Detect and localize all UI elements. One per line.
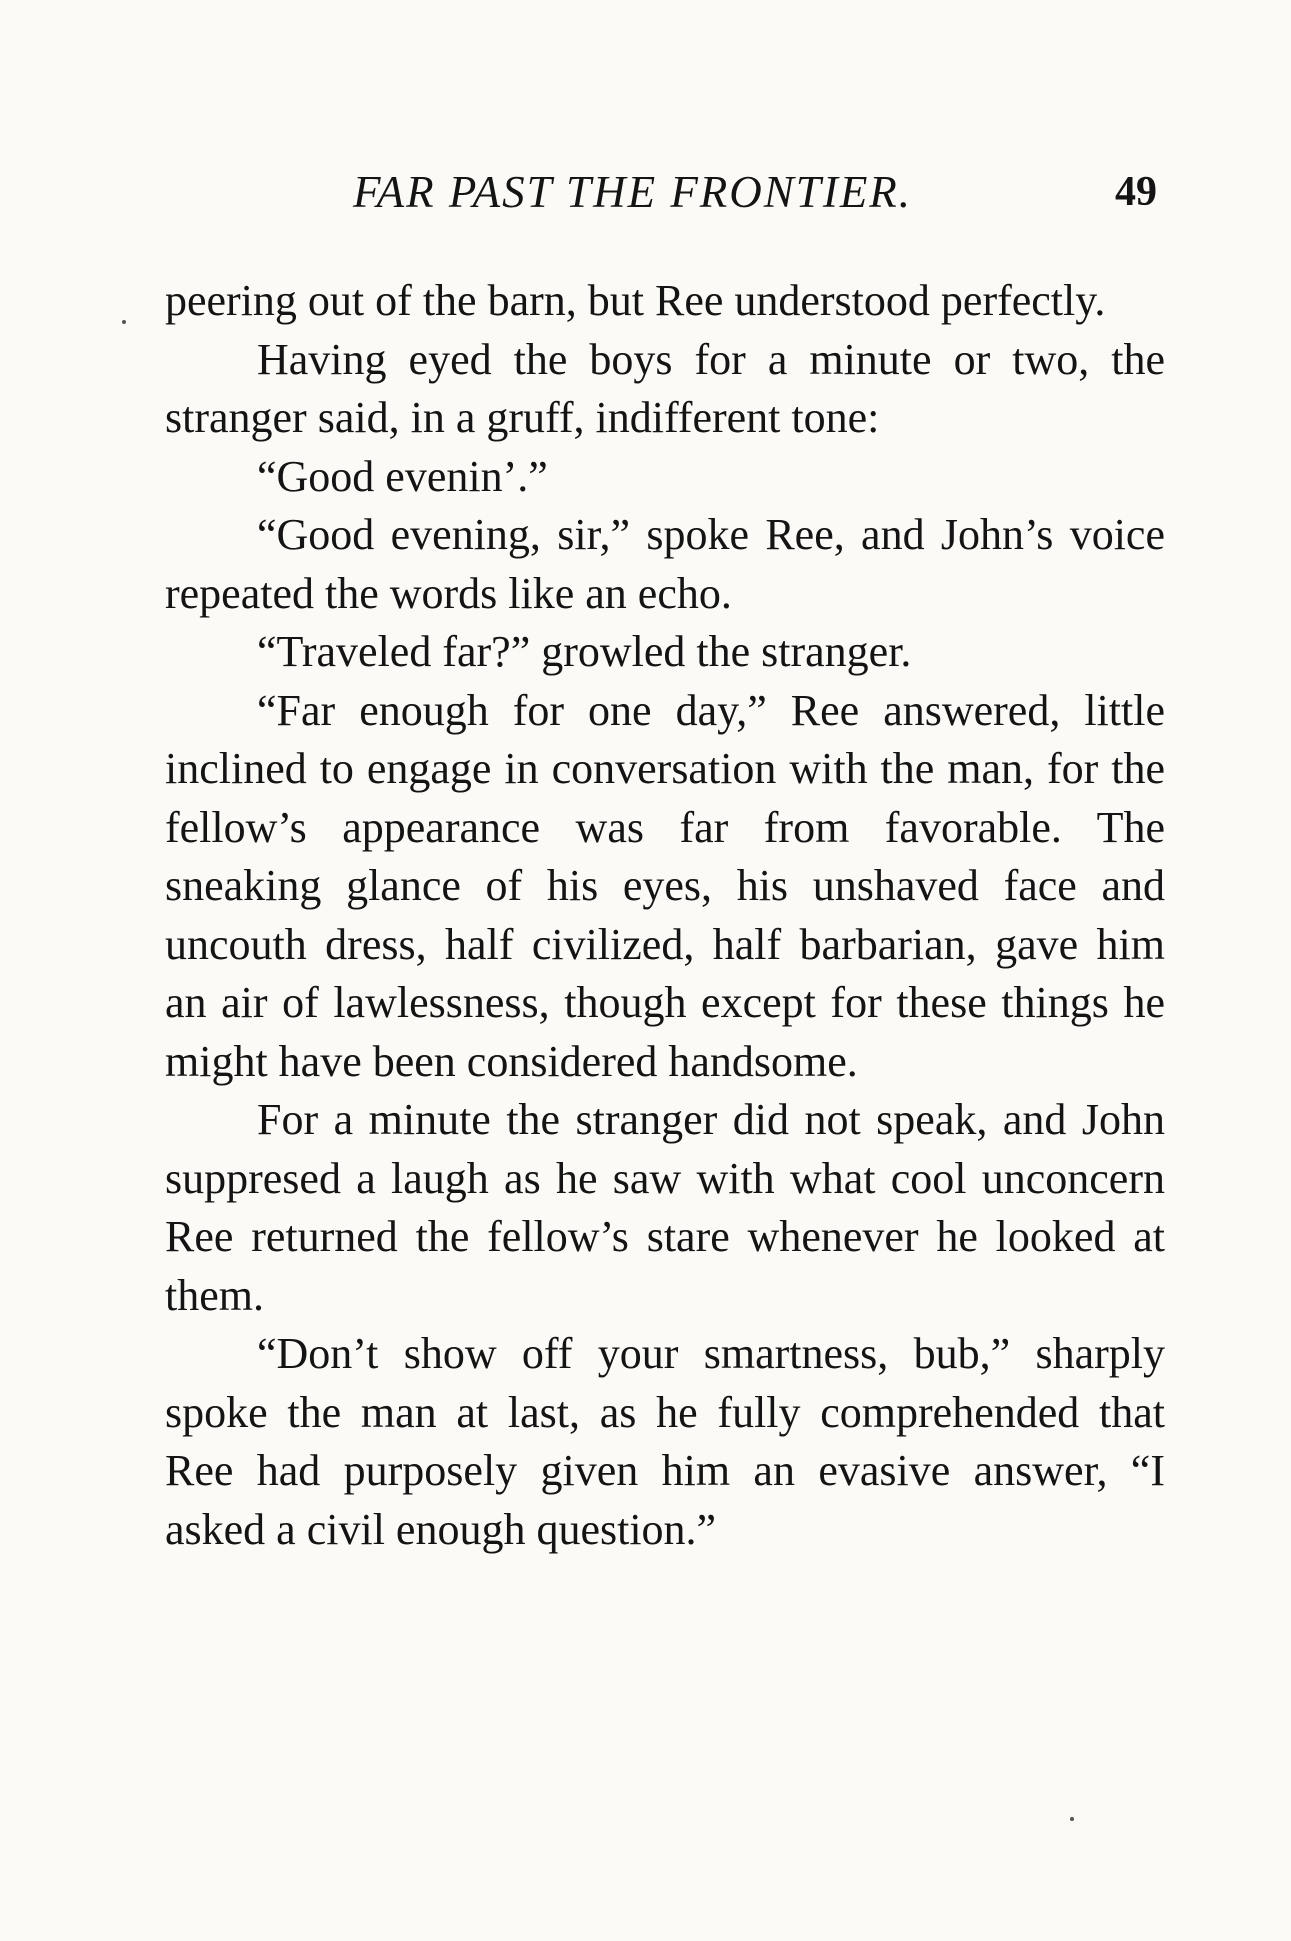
paragraph-8: “Don’t show off your smartness, bub,” sharply spoke the man at last, as he fully comprehended that Ree had purposely given him an evasive answer, “I asked a civil enough question.” — [165, 1329, 1165, 1554]
paragraph-5: “Traveled far?” growled the stranger. — [257, 627, 912, 676]
paragraph-4: “Good evening, sir,” spoke Ree, and John’s voice repeated the words like an echo. — [165, 510, 1165, 618]
paragraph-3: “Good evenin’.” — [257, 451, 548, 501]
paragraph-6: “Far enough for one day,” Ree answered, little inclined to engage in conversation with the man, for the fellow’s appearance was far from favorable. The sneaking glance of his eyes, his unshaved face and uncouth dress, half civilized, half barbarian, gave him an air of lawlessness, though except for these things he might have been considered handsome. — [165, 685, 1165, 1086]
paragraph-7: For a minute the stranger did not speak, and John suppresed a laugh as he saw with what cool unconcern Ree returned the fellow’s stare whenever he looked at them. — [165, 1095, 1165, 1320]
print-speck — [1070, 1817, 1074, 1821]
paragraph-1: peering out of the barn, but Ree understood perfectly. — [165, 276, 1106, 325]
paragraph-2: Having eyed the boys for a minute or two, the stranger said, in a gruff, indifferent tone: — [165, 334, 1165, 442]
page-number: 49 — [1115, 169, 1157, 215]
body-text — [165, 272, 1165, 1559]
page-header — [165, 162, 1165, 222]
running-title: FAR PAST THE FRONTIER. — [353, 167, 913, 217]
print-speck — [122, 320, 126, 324]
